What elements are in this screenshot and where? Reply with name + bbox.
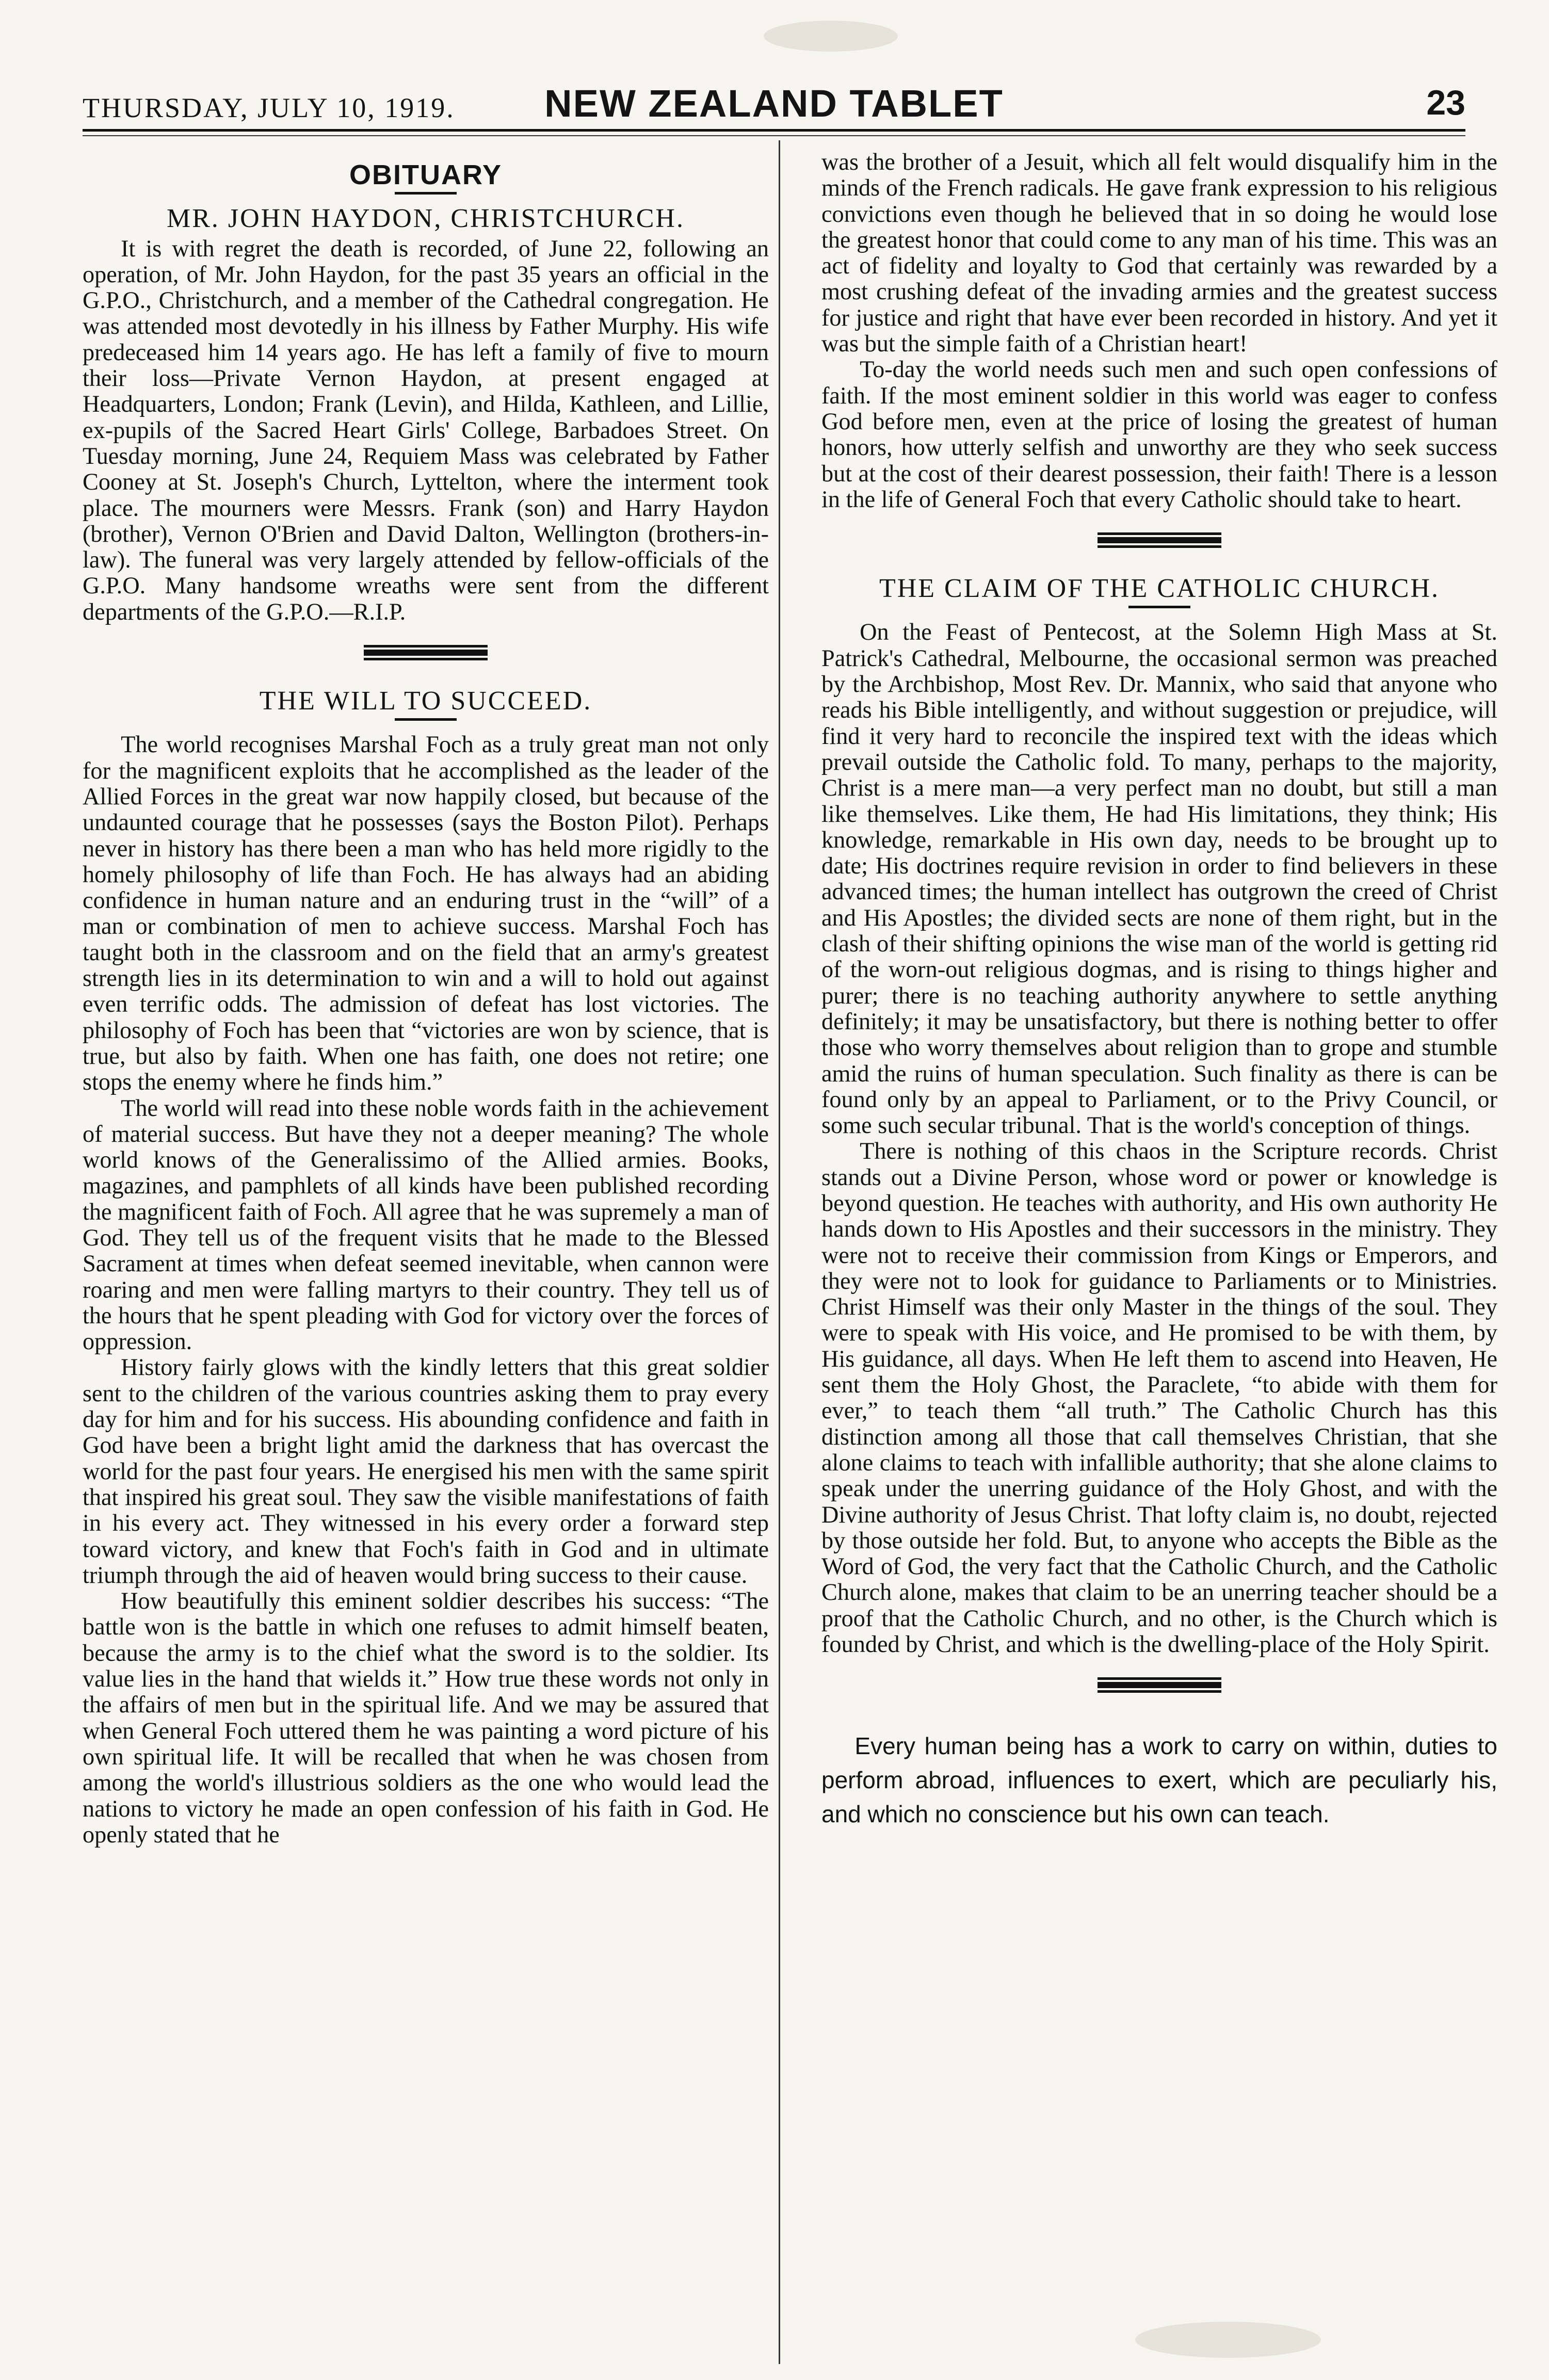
right-column xyxy=(821,150,1497,1831)
obituary-heading: OBITUARY xyxy=(349,159,502,190)
will-paragraph: History fairly glows with the kindly letters that this great soldier sent to the children of the various countries asking them to pray every day for him and for his success. His abounding confidence and faith in God have been a bright light amid the darkness that has overcast the world for the past four years. He energised his men with the same spirit that inspired his great soul. They saw the visible manifestations of faith in his every act. They witnessed in his every order a forward step toward victory, and knew that Foch's faith in God and in ultimate triumph through the aid of heaven would bring success to their cause. xyxy=(83,1354,769,1589)
section-separator xyxy=(1098,532,1221,548)
heading-rule xyxy=(395,192,457,195)
header-rule-thin xyxy=(83,135,1465,136)
section-separator xyxy=(1098,1677,1221,1693)
section-separator xyxy=(364,645,488,660)
will-paragraph: The world recognises Marshal Foch as a truly great man not only for the magnificent exploits that he accomplished as the leader of the Allied Forces in the great war now happily closed, but because of the undaunted courage that he possesses (says the Boston Pilot). Perhaps never in history has there been a man who has held more rigidly to the homely philosophy of life than Foch. He has always had an abiding confidence in human nature and an enduring trust in the “will” of a man or combination of men to achieve success. Marshal Foch has taught both in the classroom and on the field that an army's greatest strength lies in its determination to win and a will to hold out against even terrific odds. The admission of defeat has lost victories. The philosophy of Foch has been that “victories are won by science, that is true, but also by faith. When one has faith, one does not retire; one stops the enemy where he finds him.” xyxy=(83,732,769,1096)
heading-rule xyxy=(1128,606,1190,608)
page-number: 23 xyxy=(1426,83,1465,122)
print-smudge xyxy=(764,21,898,52)
claim-heading: THE CLAIM OF THE CATHOLIC CHURCH. xyxy=(879,574,1440,604)
left-column xyxy=(83,150,769,1848)
closing-quote-text: Every human being has a work to carry on within, duties to perform abroad, influences to exert, which are peculiarly his, and which no conscience but his own can teach. xyxy=(821,1733,1497,1828)
issue-date: THURSDAY, JULY 10, 1919. xyxy=(83,92,455,123)
masthead: NEW ZEALAND TABLET xyxy=(544,82,1004,125)
will-heading: THE WILL TO SUCCEED. xyxy=(259,686,592,716)
page-header xyxy=(83,77,1465,134)
will-paragraph: How beautifully this eminent soldier describes his success: “The battle won is the battle in which one refuses to admit himself beaten, because the army is to the chief what the sword is to the soldier. Its value lies in the hand that wields it.” How true these words not only in the affairs of men but in the spiritual life. And we may be assured that when General Foch uttered them he was painting a word picture of his own spiritual life. It will be recalled that when he was chosen from among the world's illustrious soldiers as the one who would lead the nations to victory he made an open confession of his faith in God. He openly stated that he xyxy=(83,1588,769,1848)
will-paragraph: The world will read into these noble words faith in the achievement of material success. But have they not a deeper meaning? The whole world knows of the Generalissimo of the Allied armies. Books, magazines, and pamphlets of all kinds have been published recording the magnificent faith of Foch. All agree that he was supremely a man of God. They tell us of the frequent visits that he made to the Blessed Sacrament at times when defeat seemed inevitable, when cannon were roaring and men were falling martyrs to their country. They tell us of the hours that he spent pleading with God for victory over the forces of oppression. xyxy=(83,1095,769,1355)
claim-paragraph: There is nothing of this chaos in the Scripture records. Christ stands out a Divine Person, whose word or power or knowledge is beyond question. He teaches with authority, and His own authority He hands down to His Apostles and their successors in the ministry. They were not to receive their commission from Kings or Emperors, and they were not to look for guidance to Parliaments or to Ministries. Christ Himself was their only Master in the things of the soul. They were to speak with His voice, and He promised to be with them, by His guidance, all days. When He left them to ascend into Heaven, He sent them the Holy Ghost, the Paraclete, “to abide with them for ever,” to teach them “all truth.” The Catholic Church has this distinction among all those that call themselves Christian, that she alone claims to teach with infallible authority; that she alone claims to speak under the unerring guidance of the Holy Ghost, and with the Divine authority of Jesus Christ. That lofty claim is, no doubt, rejected by those outside her fold. But, to anyone who accepts the Bible as the Word of God, the very fact that the Catholic Church, and the Catholic Church alone, makes that claim to be an unerring teacher should be a proof that the Catholic Church, and no other, is the Church which is founded by Christ, and which is the dwelling-place of the Holy Spirit. xyxy=(821,1138,1497,1658)
will-paragraph: To-day the world needs such men and such open confessions of faith. If the most eminent soldier in this world was eager to confess God before men, even at the price of losing the greatest of human honors, how utterly selfish and unworthy are they who seek success but at the cost of their dearest possession, their faith! There is a lesson in the life of General Foch that every Catholic should take to heart. xyxy=(821,357,1497,513)
obituary-subheading: MR. JOHN HAYDON, CHRISTCHURCH. xyxy=(167,204,685,234)
header-rule xyxy=(83,129,1465,132)
column-divider xyxy=(779,140,780,2364)
heading-rule xyxy=(395,718,457,721)
obituary-body: It is with regret the death is recorded, of June 22, following an operation, of Mr. John Haydon, for the past 35 years an official in the G.P.O., Christchurch, and a member of the Cathedral congregation. He was attended most devotedly in his illness by Father Murphy. His wife predeceased him 14 years ago. He has left a family of five to mourn their loss—Private Vernon Haydon, at present engaged at Headquarters, London; Frank (Levin), and Hilda, Kathleen, and Lillie, ex-pupils of the Sacred Heart Girls' College, Barbadoes Street. On Tuesday morning, June 24, Requiem Mass was celebrated by Father Cooney at St. Joseph's Church, Lyttelton, where the interment took place. The mourners were Messrs. Frank (son) and Harry Haydon (brother), Vernon O'Brien and David Dalton, Wellington (brothers-in-law). The funeral was very largely attended by fellow-officials of the G.P.O. Many handsome wreaths were sent from the different departments of the G.P.O.—R.I.P. xyxy=(83,235,769,625)
closing-quote xyxy=(821,1729,1497,1831)
claim-paragraph: On the Feast of Pentecost, at the Solemn High Mass at St. Patrick's Cathedral, Melbourne, the occasional sermon was preached by the Archbishop, Most Rev. Dr. Mannix, who said that anyone who reads his Bible intelligently, and without suggestion or prejudice, will find it very hard to reconcile the inspired text with the ideas which prevail outside the Catholic fold. To many, perhaps to the majority, Christ is a mere man—a very perfect man no doubt, but still a man like themselves. Like them, He had His limitations, they think; His knowledge, remarkable in His own day, needs to be brought up to date; His doctrines require revision in order to find believers in these advanced times; the human intellect has outgrown the creed of Christ and His Apostles; the divided sects are none of them right, but in the clash of their shifting opinions the wise man of the world is getting rid of the worn-out religious dogmas, and is rising to things higher and purer; there is no teaching authority anywhere to settle anything definitely; it may be unsatisfactory, but there is nothing better to offer those who worry themselves about religion than to grope and stumble amid the ruins of human speculation. Such finality as there is can be found only by an appeal to Parliament, or to the Privy Council, or some such secular tribunal. That is the world's conception of things. xyxy=(821,619,1497,1139)
will-paragraph-continued: was the brother of a Jesuit, which all felt would disqualify him in the minds of the French radicals. He gave frank expression to his religious convictions even though he believed that in so doing he would lose the greatest honor that could come to any man of his time. This was an act of fidelity and loyalty to God that certainly was rewarded by a most crushing defeat of the invading armies and the greatest success for justice and right that have ever been recorded in history. And yet it was but the simple faith of a Christian heart! xyxy=(821,149,1497,358)
print-smudge xyxy=(1135,2322,1321,2358)
